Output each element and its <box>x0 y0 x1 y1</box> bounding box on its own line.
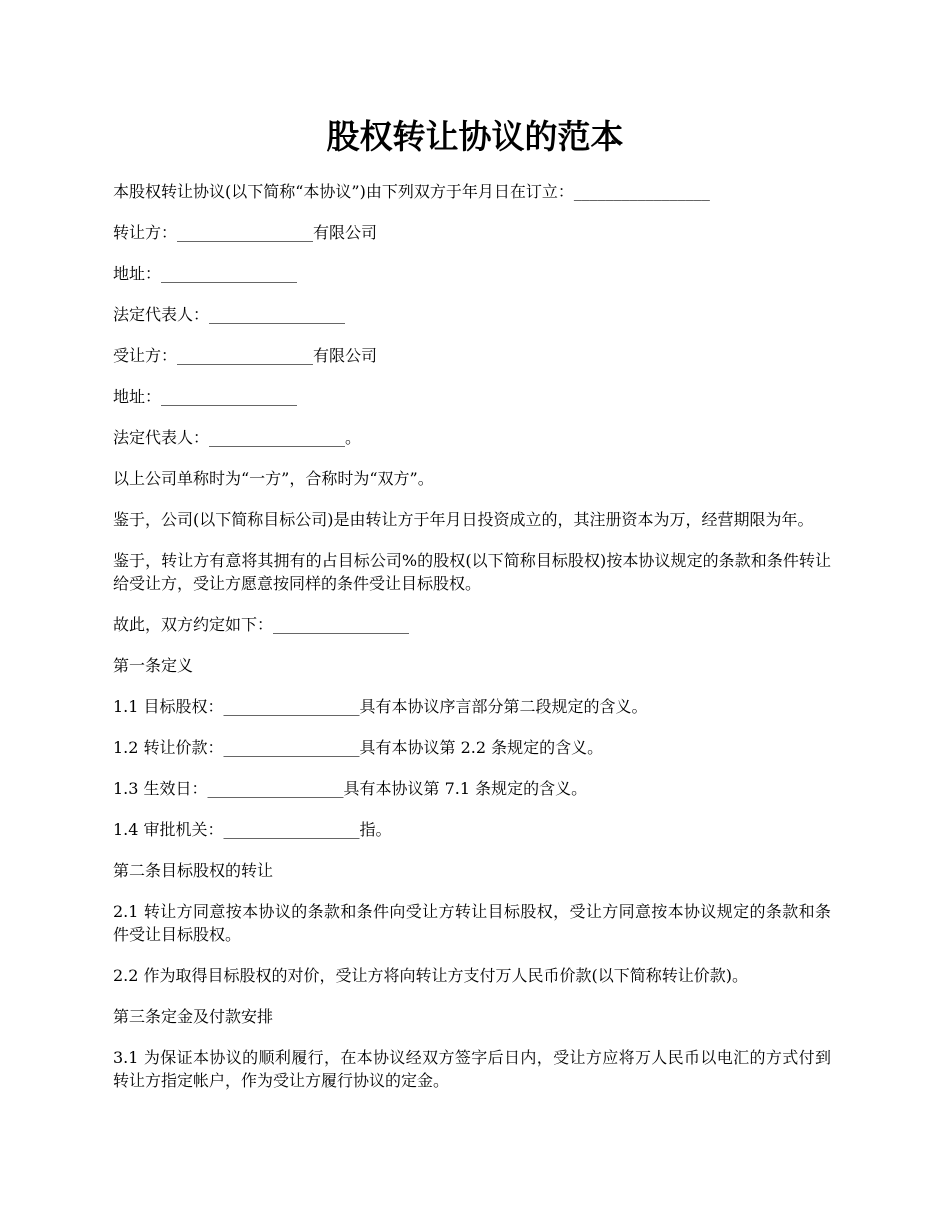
recital-company-paragraph: 鉴于，公司(以下简称目标公司)是由转让方于年月日投资成立的，其注册资本为万，经营期限为年。 <box>113 510 814 529</box>
clause-3-1: 3.1 为保证本协议的顺利履行，在本协议经双方签字后日内，受让方应将万人民币以电汇的方式付到转让方指定帐户，作为受让方履行协议的定金。 <box>113 1048 831 1090</box>
document-body <box>113 180 831 1110</box>
agreement-intro-line: 故此，双方约定如下：_________________ <box>113 615 410 634</box>
transferee-representative-line: 法定代表人：_________________。 <box>113 428 362 447</box>
recital-transfer-paragraph: 鉴于，转让方有意将其拥有的占目标公司%的股权(以下简称目标股权)按本协议规定的条款和条件转让给受让方，受让方愿意按同样的条件受让目标股权。 <box>113 551 831 593</box>
transferor-representative-line: 法定代表人：_________________ <box>113 305 346 324</box>
article-3-heading: 第三条定金及付款安排 <box>113 1007 274 1026</box>
transferor-line: 转让方：_________________有限公司 <box>113 223 378 242</box>
clause-1-2: 1.2 转让价款：_________________具有本协议第 2.2 条规定的含义。 <box>113 738 604 757</box>
clause-1-4: 1.4 审批机关：_________________指。 <box>113 820 392 839</box>
preamble-paragraph: 本股权转让协议(以下简称“本协议”)由下列双方于年月日在订立：_________________ <box>113 182 710 201</box>
party-definition-paragraph: 以上公司单称时为“一方”，合称时为“双方”。 <box>113 469 434 488</box>
clause-2-2: 2.2 作为取得目标股权的对价，受让方将向转让方支付万人民币价款(以下简称转让价款)。 <box>113 966 749 985</box>
article-2-heading: 第二条目标股权的转让 <box>113 861 274 880</box>
article-1-heading: 第一条定义 <box>113 656 194 675</box>
clause-2-1: 2.1 转让方同意按本协议的条款和条件向受让方转让目标股权，受让方同意按本协议规定的条款和条件受让目标股权。 <box>113 902 831 944</box>
clause-1-1: 1.1 目标股权：_________________具有本协议序言部分第二段规定的含义。 <box>113 697 648 716</box>
transferee-address-line: 地址：_________________ <box>113 387 298 406</box>
transferor-address-line: 地址：_________________ <box>113 264 298 283</box>
transferee-line: 受让方：_________________有限公司 <box>113 346 378 365</box>
document-title: 股权转让协议的范本 <box>326 117 624 156</box>
clause-1-3: 1.3 生效日：_________________具有本协议第 7.1 条规定的含义。 <box>113 779 588 798</box>
